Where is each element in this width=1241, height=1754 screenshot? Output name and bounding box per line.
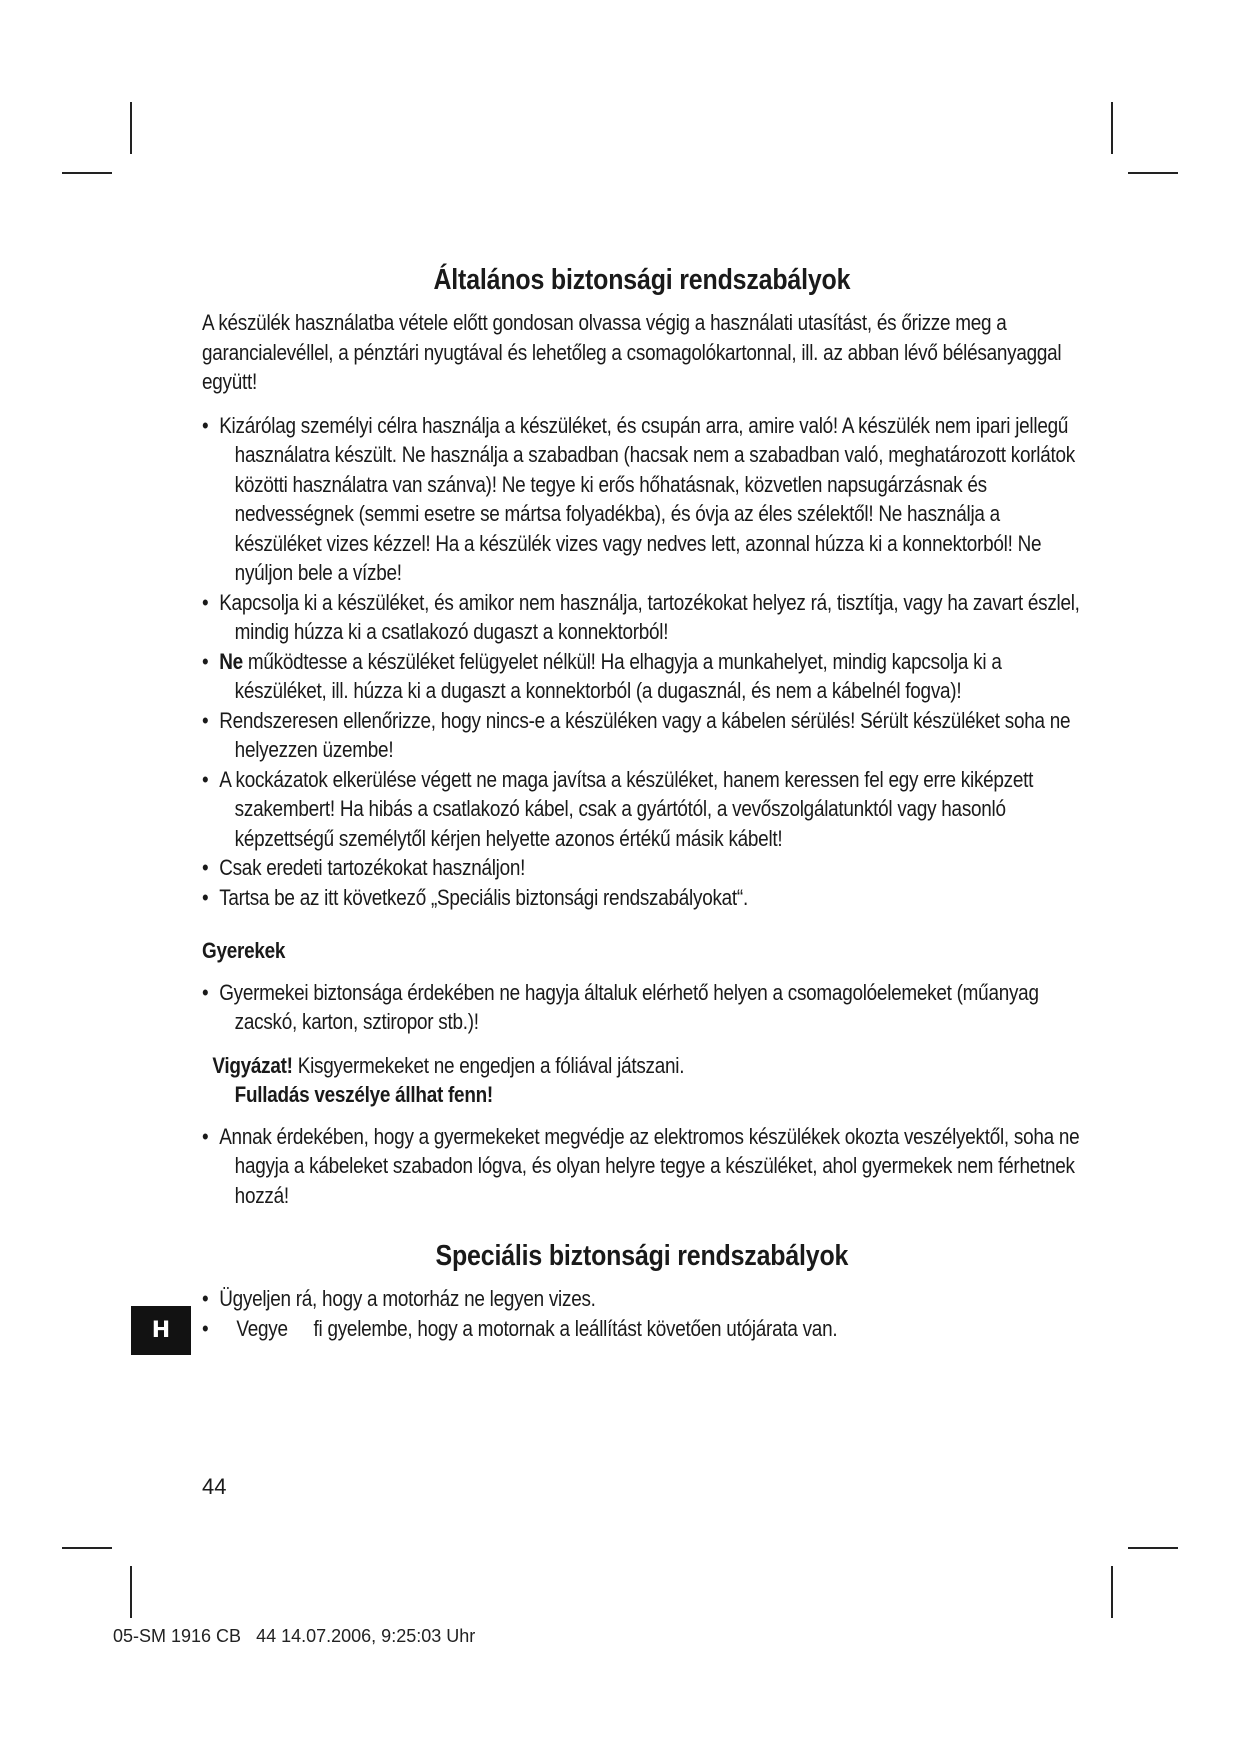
list-item-text: Vegye xyxy=(236,1315,288,1341)
crop-mark xyxy=(1111,102,1113,154)
crop-mark xyxy=(1111,1566,1113,1618)
list-item: • Kizárólag személyi célra használja a készüléket, és csupán arra, amire való! A készülék nem ipari jellegű használatra készült. Ne használja a szabadban (hacsak nem a szabadban való, meghatározott korlátok közötti használatra van szánva)! Ne tegye ki erős hőhatásnak, közvetlen napsugárzásnak és nedvességnek (semmi esetre se mártsa folyadékba), és óvja az éles szélektől! Ne használja a készüléket vizes kézzel! Ha a készülék vizes vagy nedves lett, azonnal húzza ki a konnektorból! Ne nyúljon bele a vízbe! xyxy=(202,411,1082,588)
children-heading: Gyerekek xyxy=(202,938,286,963)
warning-block xyxy=(212,1051,1081,1110)
list-item: • Annak érdekében, hogy a gyermekeket megvédje az elektromos készülékek okozta veszélyektől, soha ne hagyja a kábeleket szabadon lógva, és olyan helyre tegye a készüléket, ahol gyermekek nem férhetnek hozzá! xyxy=(202,1122,1082,1211)
children-list xyxy=(202,978,1082,1037)
list-item: • Gyermekei biztonsága érdekében ne hagyja általuk elérhető helyen a csomagolóelemeket (műanyag zacskó, karton, sztiropor stb.)! xyxy=(202,978,1082,1037)
list-item xyxy=(202,1314,1082,1344)
warning-label: Vigyázat! xyxy=(212,1052,293,1078)
special-rules-list xyxy=(202,1284,1082,1343)
bold-word: Ne xyxy=(219,648,243,674)
children-list-2 xyxy=(202,1122,1082,1211)
list-item xyxy=(202,647,1082,706)
page-number: 44 xyxy=(202,1474,227,1499)
crop-mark xyxy=(1128,1547,1178,1549)
list-item: • Tartsa be az itt következő „Speciális biztonsági rendszabályokat“. xyxy=(202,883,1082,913)
list-item: • Csak eredeti tartozékokat használjon! xyxy=(202,853,1082,883)
crop-mark xyxy=(62,1547,112,1549)
print-footer: 05-SM 1916 CB 44 14.07.2006, 9:25:03 Uhr xyxy=(113,1626,476,1646)
section-title-general: Általános biztonsági rendszabályok xyxy=(433,264,851,296)
list-item: • Ügyeljen rá, hogy a motorház ne legyen vizes. xyxy=(202,1284,1082,1314)
list-item: • A kockázatok elkerülése végett ne maga javítsa a készüléket, hanem keressen fel egy erre kiképzett szakembert! Ha hibás a csatlakozó kábel, csak a gyártótól, a vevőszolgálatunktól vagy hasonló képzettségű személytől kérjen helyette azonos értékű másik kábelt! xyxy=(202,765,1082,854)
document-body xyxy=(202,252,1082,1343)
intro-paragraph: A készülék használatba vétele előtt gondosan olvassa végig a használati utasítást, és őrizze meg a garancialevéllel, a pénztári nyugtával és lehetőleg a csomagolókartonnal, ill. az abban lévő bélésanyaggal együtt! xyxy=(202,310,1062,394)
list-item-text: fi gyelembe, hogy a motornak a leállítást követően utójárata van. xyxy=(313,1315,838,1341)
list-item: • Rendszeresen ellenőrizze, hogy nincs-e a készüléken vagy a kábelen sérülés! Sérült készüléket soha ne helyezzen üzembe! xyxy=(202,706,1082,765)
list-item: • Kapcsolja ki a készüléket, és amikor nem használja, tartozékokat helyez rá, tisztítja, vagy ha zavart észlel, mindig húzza ki a csatlakozó dugaszt a konnektorból! xyxy=(202,588,1082,647)
general-rules-list xyxy=(202,411,1082,913)
section-title-special: Speciális biztonsági rendszabályok xyxy=(435,1240,849,1272)
language-tab: H xyxy=(131,1306,191,1355)
crop-mark xyxy=(62,172,112,174)
crop-mark xyxy=(130,1566,132,1618)
list-item-text: működtesse a készüléket felügyelet nélkül! Ha elhagyja a munkahelyet, mindig kapcsolja ki a készüléket, ill. húzza ki a dugaszt a konnektorból (a dugasznál, és nem a kábelnél fogva)! xyxy=(234,648,1002,703)
warning-bold-text: Fulladás veszélye állhat fenn! xyxy=(234,1082,493,1107)
crop-mark xyxy=(130,102,132,154)
warning-text: Kisgyermekeket ne engedjen a fóliával játszani. xyxy=(297,1052,685,1078)
crop-mark xyxy=(1128,172,1178,174)
